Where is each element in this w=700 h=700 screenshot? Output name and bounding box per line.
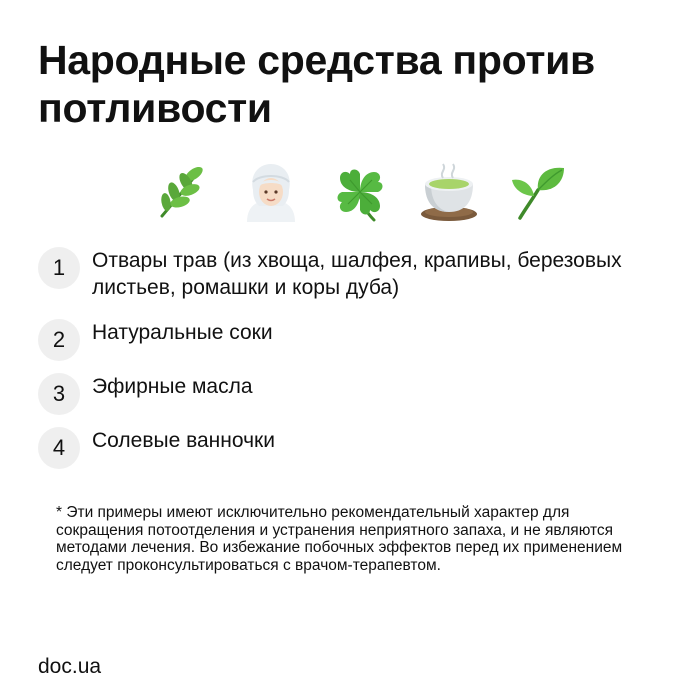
list-item [38, 317, 678, 361]
remedies-list [38, 245, 678, 479]
number-badge: 1 [38, 247, 80, 289]
remedy-text: Эфирные масла [92, 375, 253, 398]
four-leaf-clover-icon [328, 160, 392, 224]
number-badge: 4 [38, 427, 80, 469]
emoji-row [150, 157, 570, 227]
remedy-text: Солевые ванночки [92, 429, 275, 452]
list-item [38, 371, 678, 415]
list-item [38, 245, 678, 301]
herb-icon [150, 160, 214, 224]
number-badge: 2 [38, 319, 80, 361]
disclaimer-note: * Эти примеры имеют исключительно рекомендательный характер для сокращения потоотделения и устранения неприятного запаха, и не являются методами лечения. Во избежание побочных эффектов перед их применением следует проконсультироваться с врачом-терапевтом. [56, 504, 623, 574]
brand-footer: doc.ua [38, 655, 102, 678]
remedy-text: Отвары трав (из хвоща, шалфея, крапивы, березовых листьев, ромашки и коры дуба) [92, 249, 622, 299]
number-badge: 3 [38, 373, 80, 415]
page-title: Народные средства против потливости [38, 37, 595, 131]
woman-in-towel-icon [239, 160, 303, 224]
remedy-text: Натуральные соки [92, 321, 273, 344]
seedling-icon [506, 160, 570, 224]
green-tea-bowl-icon [417, 160, 481, 224]
list-item [38, 425, 678, 469]
